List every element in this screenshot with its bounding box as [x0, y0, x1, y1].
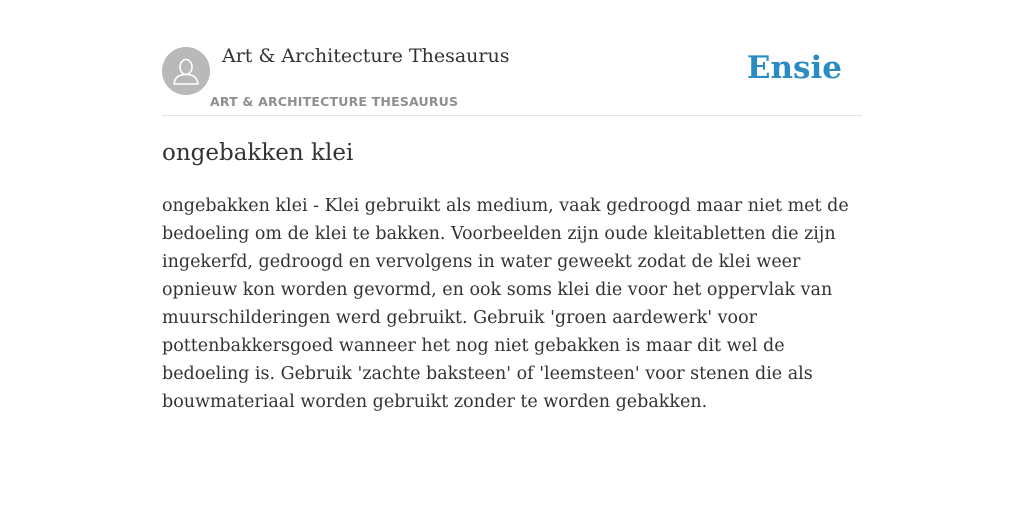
author-name-link[interactable]: Art & Architecture Thesaurus — [222, 45, 510, 67]
entry-title: ongebakken klei — [162, 140, 354, 166]
source-label[interactable]: ART & ARCHITECTURE THESAURUS — [210, 94, 459, 109]
entry-definition: ongebakken klei - Klei gebruikt als medium, vaak gedroogd maar niet met de bedoeling om de klei te bakken. Voorbeelden zijn oude kleitabletten die zijn ingekerfd, gedroogd en vervolgens in water geweekt zodat de klei weer opnieuw kon worden gevormd, en ook soms klei die voor het oppervlak van muurschilderingen werd gebruikt. Gebruik 'groen aardewerk' voor pottenbakkersgoed wanneer het nog niet gebakken is maar dit wel de bedoeling is. Gebruik 'zachte baksteen' of 'leemsteen' voor stenen die als bouwmateriaal worden gebruikt zonder te worden gebakken. — [162, 196, 849, 412]
ensie-logo[interactable]: Ensie — [746, 50, 842, 86]
user-icon[interactable] — [162, 47, 210, 95]
entry-header — [162, 0, 862, 116]
